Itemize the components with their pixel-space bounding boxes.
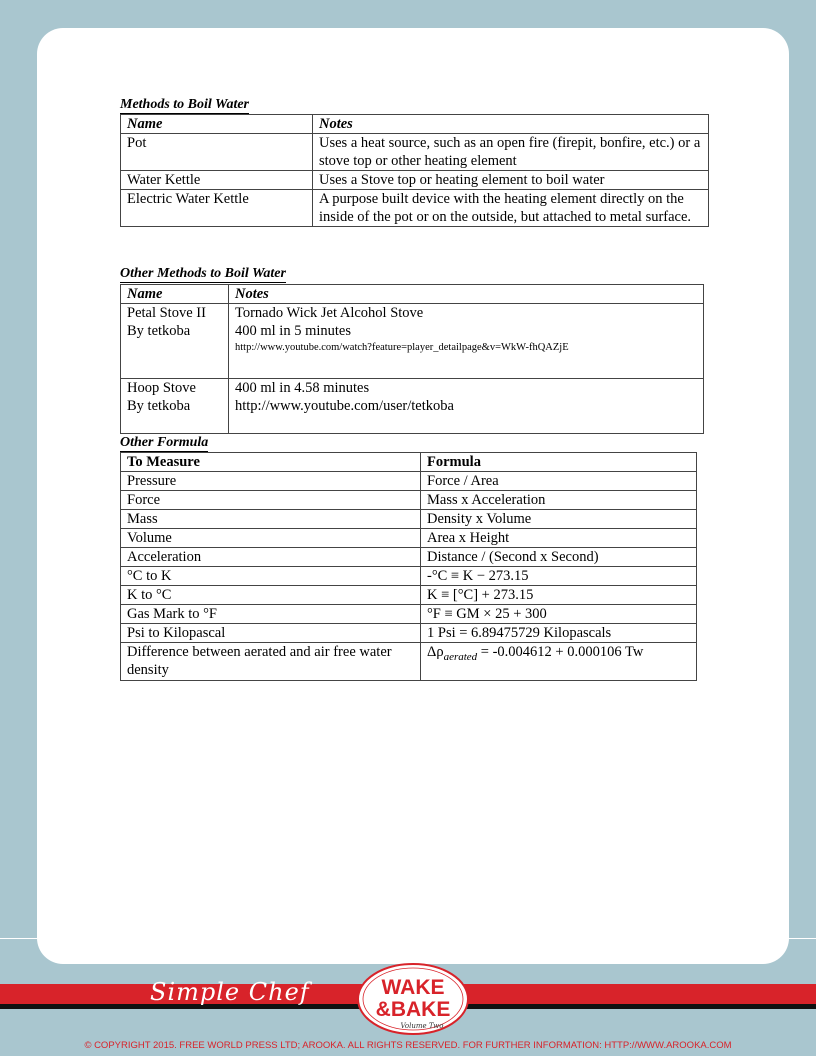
table-row	[121, 190, 709, 227]
logo-line1: WAKE	[381, 976, 445, 999]
table-row	[121, 624, 697, 643]
column-header: Name	[121, 285, 229, 304]
copyright-notice: © COPYRIGHT 2015. FREE WORLD PRESS LTD; AROOKA. ALL RIGHTS RESERVED. FOR FURTHER INFORMATION: HTTP://WWW.AROOKA.COM	[84, 1040, 732, 1051]
formula-cell: 1 Psi = 6.89475729 Kilopascals	[421, 624, 697, 643]
formula-cell: °F ≡ GM × 25 + 300	[421, 605, 697, 624]
table-row	[121, 379, 704, 434]
stove-note-line: Tornado Wick Jet Alcohol Stove	[235, 305, 424, 321]
formula-cell: Density x Volume	[421, 510, 697, 529]
stove-author: By tetkoba	[127, 323, 191, 339]
formula-subscript: aerated	[443, 650, 478, 663]
wake-bake-logo	[356, 962, 470, 1036]
table-row	[121, 134, 709, 171]
column-header: Name	[121, 115, 313, 134]
stove-notes	[229, 304, 704, 379]
method-notes: Uses a heat source, such as an open fire (firepit, bonfire, etc.) or a stove top or other heating element	[313, 134, 709, 171]
table-row	[121, 171, 709, 190]
method-notes: Uses a Stove top or heating element to boil water	[313, 171, 709, 190]
stove-note-line: 400 ml in 4.58 minutes	[235, 380, 370, 396]
measure-cell: °C to K	[121, 567, 421, 586]
measure-cell: Volume	[121, 529, 421, 548]
logo-subtitle: Volume Two	[400, 1022, 444, 1030]
column-header: Formula	[421, 453, 697, 472]
table-row	[121, 643, 697, 681]
measure-cell: Psi to Kilopascal	[121, 624, 421, 643]
table-row	[121, 548, 697, 567]
table-row	[121, 567, 697, 586]
other-methods-table	[120, 284, 704, 434]
stove-note-line: 400 ml in 5 minutes	[235, 323, 351, 339]
table-row	[121, 472, 697, 491]
formula-table	[120, 452, 697, 681]
formula-section-title: Other Formula	[120, 435, 209, 450]
measure-cell: Mass	[121, 510, 421, 529]
stove-name	[121, 379, 229, 434]
table-header-row	[121, 453, 697, 472]
table-row	[121, 586, 697, 605]
video-link[interactable]: http://www.youtube.com/user/tetkoba	[235, 398, 454, 414]
method-notes: A purpose built device with the heating element directly on the inside of the pot or on the outside, but attached to metal surface.	[313, 190, 709, 227]
table-row	[121, 491, 697, 510]
formula-cell	[421, 643, 697, 681]
measure-cell: Acceleration	[121, 548, 421, 567]
stove-notes	[229, 379, 704, 434]
stove-name-line: Petal Stove II	[127, 305, 206, 321]
column-header: Notes	[229, 285, 704, 304]
method-name: Electric Water Kettle	[121, 190, 313, 227]
formula-cell: K ≡ [°C] + 273.15	[421, 586, 697, 605]
table-row	[121, 304, 704, 379]
logo-line2: &BAKE	[375, 998, 451, 1021]
table-row	[121, 529, 697, 548]
brand-name: Simple Chef	[150, 978, 310, 1006]
boil-methods-table	[120, 114, 709, 227]
method-name: Pot	[121, 134, 313, 171]
measure-cell: Gas Mark to °F	[121, 605, 421, 624]
measure-cell: K to °C	[121, 586, 421, 605]
boil-section-title: Methods to Boil Water	[120, 97, 250, 112]
stove-name	[121, 304, 229, 379]
stove-name-line: Hoop Stove	[127, 380, 196, 396]
formula-cell: Distance / (Second x Second)	[421, 548, 697, 567]
formula-suffix: = -0.004612 + 0.000106 Tw	[477, 644, 644, 660]
column-header: Notes	[313, 115, 709, 134]
table-row	[121, 605, 697, 624]
measure-cell: Pressure	[121, 472, 421, 491]
formula-prefix: Δρ	[427, 644, 444, 660]
table-row	[121, 510, 697, 529]
formula-cell: Force / Area	[421, 472, 697, 491]
other-methods-section-title: Other Methods to Boil Water	[120, 266, 286, 281]
column-header: To Measure	[121, 453, 421, 472]
method-name: Water Kettle	[121, 171, 313, 190]
footer-divider	[0, 938, 816, 939]
measure-cell: Difference between aerated and air free water density	[121, 643, 421, 681]
stove-author: By tetkoba	[127, 398, 191, 414]
table-header-row	[121, 285, 704, 304]
video-link[interactable]: http://www.youtube.com/watch?feature=player_detailpage&v=WkW-fhQAZjE	[235, 342, 569, 353]
formula-cell: -°C ≡ K − 273.15	[421, 567, 697, 586]
measure-cell: Force	[121, 491, 421, 510]
formula-cell: Area x Height	[421, 529, 697, 548]
table-header-row	[121, 115, 709, 134]
formula-cell: Mass x Acceleration	[421, 491, 697, 510]
